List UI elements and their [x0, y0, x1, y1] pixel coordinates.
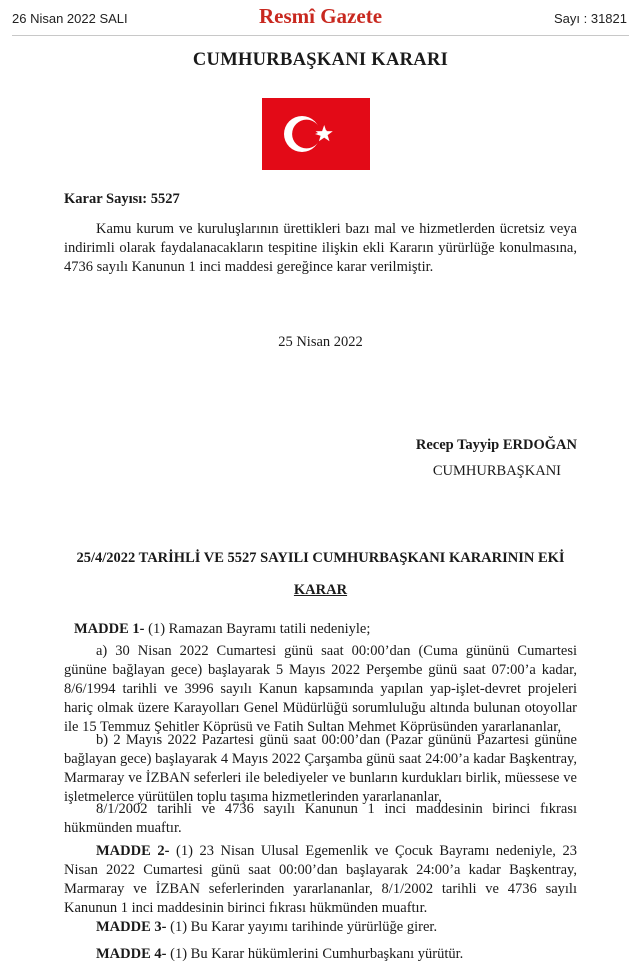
signatory-first-name: Recep Tayyip [415, 437, 500, 453]
decision-date: 25 Nisan 2022 [278, 334, 363, 350]
annex-subtitle: KARAR [293, 582, 348, 598]
gazette-masthead: Resmî Gazete [258, 4, 383, 28]
header-divider [12, 35, 629, 36]
article-2 [64, 842, 577, 918]
article-1-conclusion: 8/1/2002 tarihli ve 4736 sayılı Kanunun 1 inci maddesinin birinci fıkrası hükmünden muaftır. [64, 801, 577, 836]
turkish-flag-icon [262, 98, 370, 170]
article-1-label: MADDE 1- [74, 621, 145, 637]
gazette-header [12, 0, 629, 34]
article-2-label: MADDE 2- [96, 843, 170, 859]
article-3 [64, 918, 577, 937]
article-1-intro-text: (1) Ramazan Bayramı tatili nedeniyle; [144, 621, 371, 637]
article-4-text: (1) Bu Karar hükümlerini Cumhurbaşkanı yürütür. [166, 946, 464, 962]
decision-number: Karar Sayısı: 5527 [64, 191, 180, 207]
article-3-label: MADDE 3- [96, 919, 167, 935]
header-date: 26 Nisan 2022 SALI [12, 11, 128, 26]
article-3-text: (1) Bu Karar yayımı tarihinde yürürlüğe girer. [166, 919, 438, 935]
article-1-intro [64, 620, 577, 639]
article-1-clause-a: a) 30 Nisan 2022 Cumartesi günü saat 00:00’dan (Cuma gününü Cumartesi gününe bağlayan gece) başlayarak 5 Mayıs 2022 Perşembe günü saat 07:00’a kadar, 8/6/1994 tarihli ve 3996 sayılı Kanun kapsamında yapılan yap-işlet-devret projeleri hariç olmak üzere Karayolları Genel Müdürlüğü sorumluluğu altında bulunan otoyollar ile 15 Temmuz Şehitler Köprüsü ve Fatih Sultan Mehmet Köprüsünden yararlananlar, [64, 643, 577, 735]
issue-number: Sayı : 31821 [554, 11, 627, 26]
document-title: CUMHURBAŞKANI KARARI [192, 50, 449, 70]
signatory-last-name: ERDOĞAN [502, 437, 577, 453]
article-2-text: (1) 23 Nisan Ulusal Egemenlik ve Çocuk Bayramı nedeniyle, 23 Nisan 2022 Cumartesi günü saat 00:00’dan başlayarak 24:00’a kadar Başkentray, Marmaray ve İZBAN seferlerinden yararlananlar, 8/1/2002 tarihli ve 4736 sayılı Kanunun 1 inci maddesinin birinci fıkrası hükmünden muaftır. [64, 843, 577, 916]
signatory-name [416, 437, 577, 454]
article-4-label: MADDE 4- [96, 946, 167, 962]
article-4 [64, 945, 577, 964]
signatory-title: CUMHURBAŞKANI [432, 463, 561, 479]
intro-paragraph: Kamu kurum ve kuruluşlarının ürettikleri bazı mal ve hizmetlerden ücretsiz veya indirimli olarak faydalanacakların tespitine ilişkin ekli Kararın yürürlüğe konulmasına, 4736 sayılı Kanunun 1 inci maddesi gereğince karar verilmiştir. [64, 221, 577, 275]
annex-title: 25/4/2022 TARİHLİ VE 5527 SAYILI CUMHURBAŞKANI KARARININ EKİ [76, 550, 565, 566]
article-1-clause-b: b) 2 Mayıs 2022 Pazartesi günü saat 00:00’dan (Pazar gününü Pazartesi gününe bağlayan gece) başlayarak 4 Mayıs 2022 Çarşamba günü saat 24:00’a kadar Başkentray, Marmaray ve İZBAN seferleri ile belediyeler ve bunların kurdukları birlik, müessese ve işletmelerce yürütülen toplu taşıma hizmetlerinden yararlananlar, [64, 732, 577, 805]
